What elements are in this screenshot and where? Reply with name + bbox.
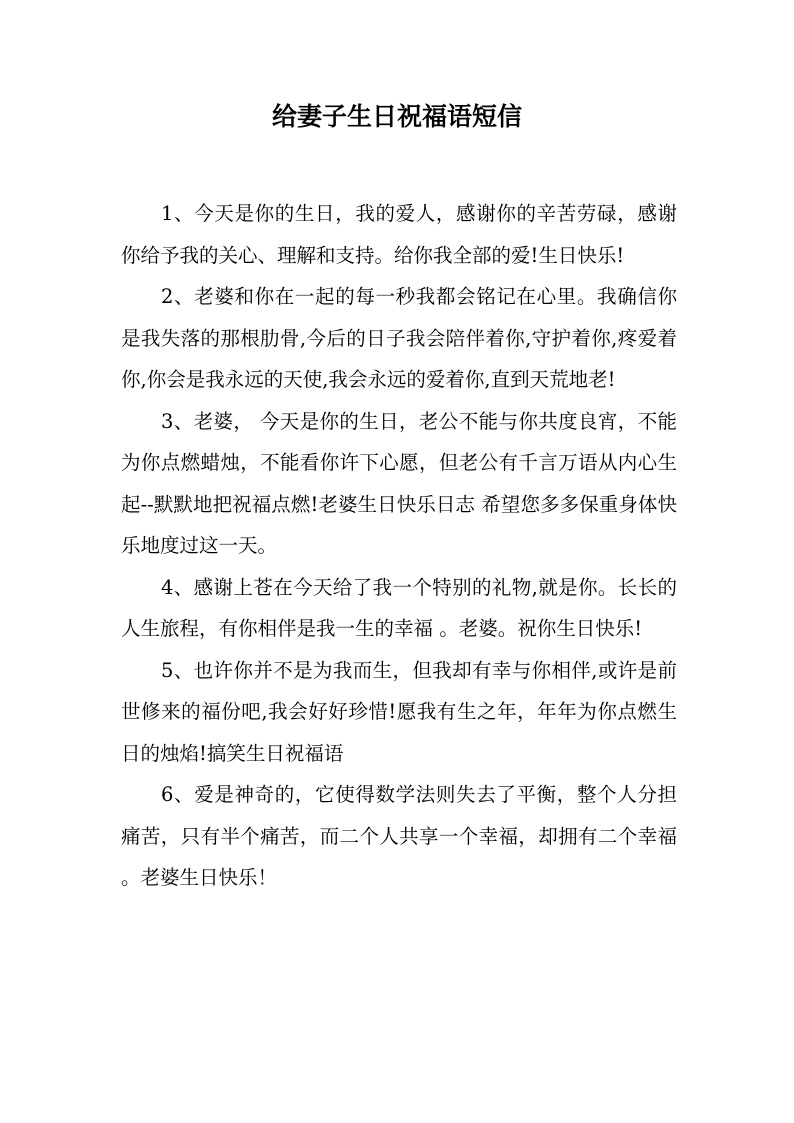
paragraph-4: 4、感谢上苍在今天给了我一个特别的礼物,就是你。长长的人生旅程，有你相伴是我一生的幸福 。老婆。祝你生日快乐! bbox=[121, 575, 677, 640]
paragraph-6: 6、爱是神奇的，它使得数学法则失去了平衡，整个人分担痛苦，只有半个痛苦，而二个人共享一个幸福，却拥有二个幸福。老婆生日快乐！ bbox=[121, 783, 677, 889]
paragraph-5: 5、也许你并不是为我而生，但我却有幸与你相伴,或许是前世修来的福份吧,我会好好珍惜!愿我有生之年，年年为你点燃生日的烛焰!搞笑生日祝福语 bbox=[121, 658, 677, 765]
document-title: 给妻子生日祝福语短信 bbox=[271, 102, 522, 131]
document-body bbox=[121, 193, 677, 899]
paragraph-1: 1、今天是你的生日，我的爱人，感谢你的辛苦劳碌，感谢你给予我的关心、理解和支持。给你我全部的爱!生日快乐! bbox=[121, 202, 677, 267]
paragraph-2: 2、老婆和你在一起的每一秒我都会铭记在心里。我确信你是我失落的那根肋骨,今后的日子我会陪伴着你,守护着你,疼爱着你,你会是我永远的天使,我会永远的爱着你,直到天荒地老! bbox=[121, 285, 677, 391]
paragraph-3: 3、老婆， 今天是你的生日，老公不能与你共度良宵，不能为你点燃蜡烛，不能看你许下心愿，但老公有千言万语从内心生起--默默地把祝福点燃!老婆生日快乐日志 希望您多多保重身体快乐地度过这一天。 bbox=[121, 409, 677, 557]
